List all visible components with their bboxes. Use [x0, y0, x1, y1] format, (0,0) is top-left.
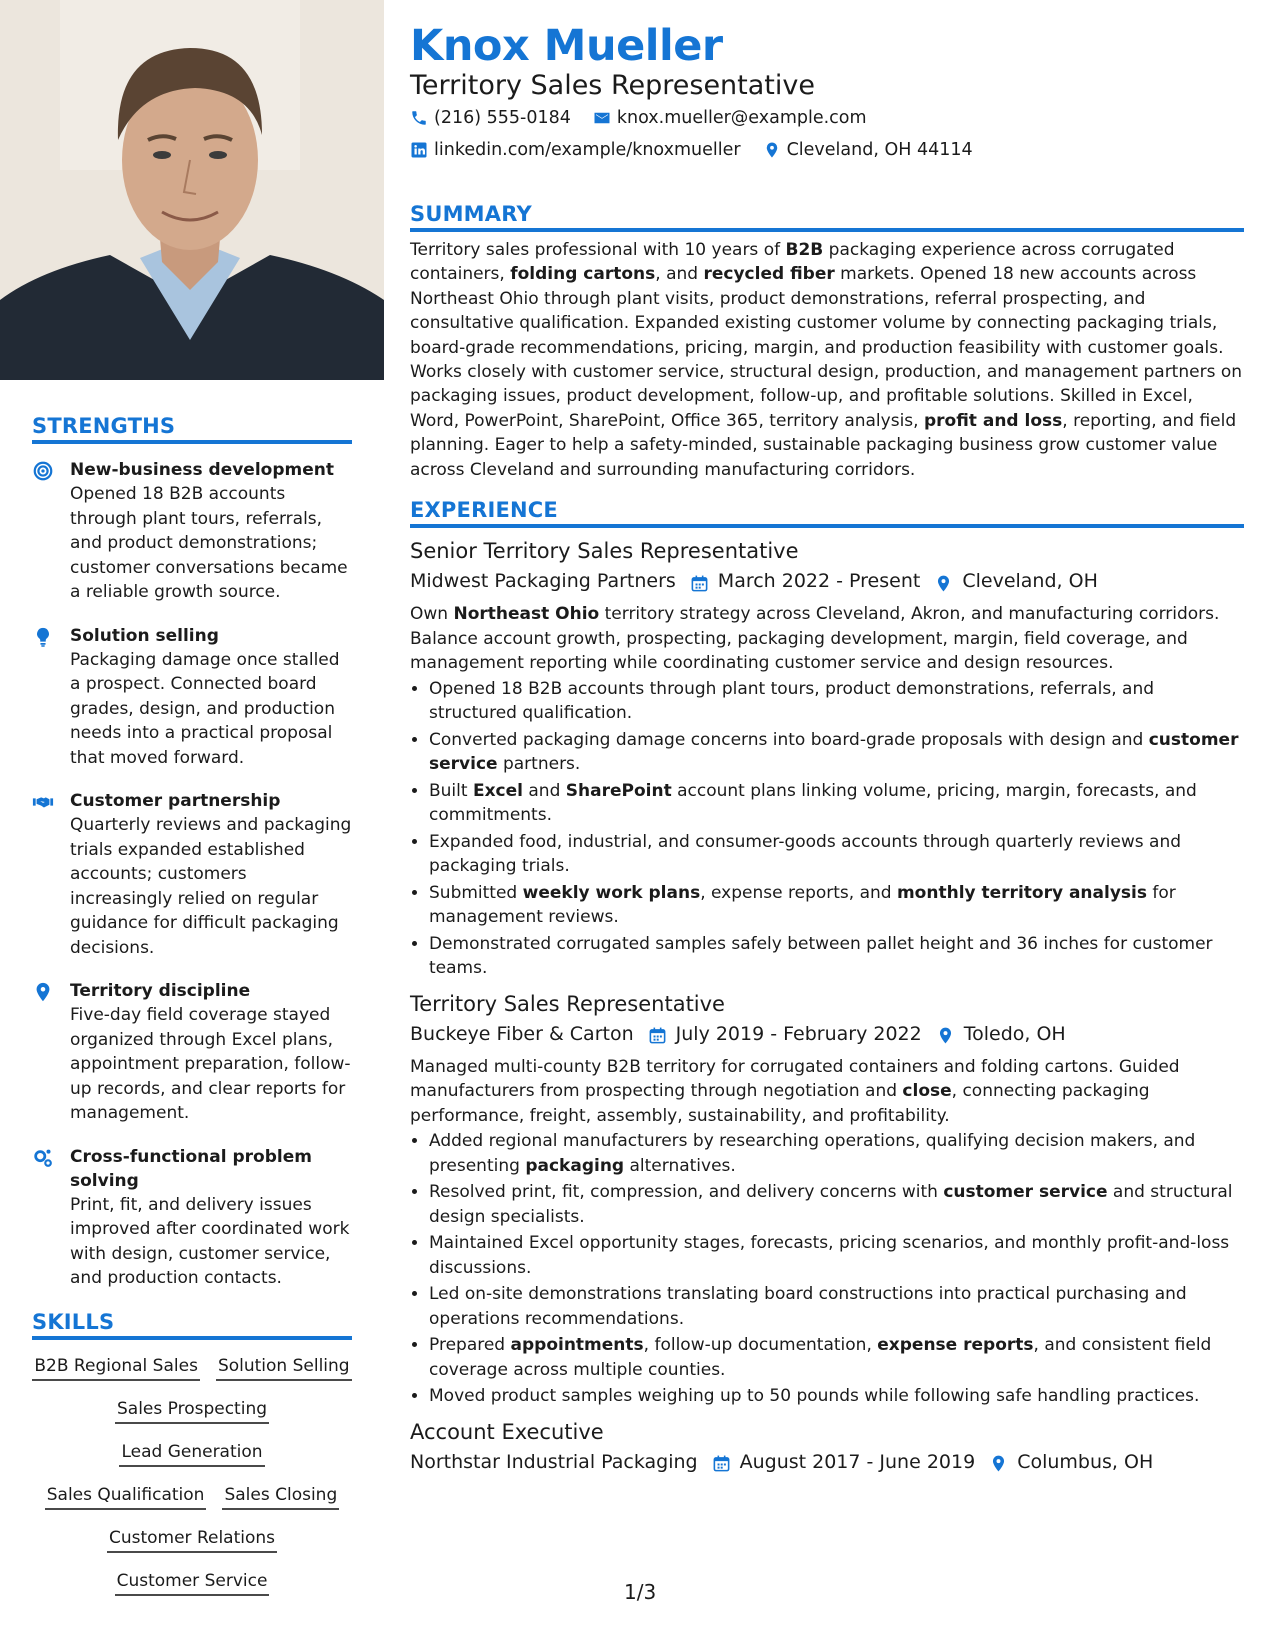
calendar-icon	[690, 572, 709, 591]
skill-tag: Sales Closing	[222, 1483, 339, 1510]
text-run: , expense reports, and	[700, 882, 897, 903]
bullet-item	[429, 1180, 1244, 1229]
text-run: Prepared	[429, 1335, 511, 1356]
text-run: and structural design specialists.	[429, 1182, 1233, 1227]
linkedin-icon	[410, 141, 428, 159]
strength-description: Opened 18 B2B accounts through plant tours, referrals, and product demonstrations; customer conversations became a reliable growth source.	[70, 484, 348, 602]
profile-photo	[0, 0, 384, 380]
text-run: Demonstrated corrugated samples safely between pallet height and 36 inches for customer teams.	[429, 933, 1213, 979]
job-location	[936, 1019, 1066, 1049]
skill-tag: Customer Service	[115, 1569, 270, 1596]
text-run: Resolved print, fit, compression, and delivery concerns with	[429, 1182, 944, 1203]
left-column	[32, 414, 352, 1596]
map-pin-icon	[763, 141, 781, 159]
job-dates-text: August 2017 - June 2019	[739, 1450, 976, 1473]
text-run: and	[522, 780, 566, 801]
text-run: Added regional manufacturers by researching operations, qualifying decision makers, and presenting	[429, 1131, 1196, 1176]
bold-text: Northeast Ohio	[453, 604, 600, 625]
bold-text: B2B	[785, 240, 824, 260]
text-run: Expanded food, industrial, and consumer-goods accounts through quarterly reviews and packaging trials.	[429, 831, 1182, 877]
phone-icon	[410, 109, 428, 127]
bold-text: close	[902, 1081, 952, 1102]
text-run: , and consistent field coverage across multiple counties.	[429, 1335, 1212, 1380]
job-company: Buckeye Fiber & Carton	[410, 1022, 634, 1045]
skill-tag: Customer Relations	[107, 1526, 277, 1553]
lightbulb-icon	[32, 626, 54, 648]
bold-text: customer service	[429, 729, 1239, 775]
job-meta	[410, 566, 1244, 596]
bullet-item	[429, 1282, 1244, 1331]
calendar-icon	[712, 1452, 731, 1471]
job-company: Midwest Packaging Partners	[410, 570, 676, 593]
job-meta	[410, 1019, 1244, 1049]
skills-row	[32, 1397, 352, 1424]
strengths-heading: STRENGTHS	[32, 414, 352, 444]
skill-tag: Sales Qualification	[45, 1483, 207, 1510]
bold-text: folding cartons	[510, 264, 656, 285]
text-run: markets. Opened 18 new accounts across Northeast Ohio through plant visits, product demonstrations, referral prospecting, and consultative qualification. Expanded existing customer volume by connecting packaging trials, board-grade recommendations, pricing, margin, and production feasibility with customer goals. Works closely with customer service, structural design, production, and management partners on packaging issues, product development, follow-up, and profitable solutions. Skilled in Excel, Word, PowerPoint, SharePoint, Office 365, territory analysis,	[410, 264, 1243, 431]
text-run: Opened 18 B2B accounts through plant tours, product demonstrations, referrals, and structured qualification.	[429, 678, 1155, 724]
bullet-item	[429, 1231, 1244, 1280]
text-run: , reporting, and field planning. Eager to help a safety-minded, sustainable packaging business grow customer value across Cleveland and surrounding manufacturing corridors.	[410, 410, 1237, 480]
strength-item	[32, 624, 352, 771]
bold-text: recycled fiber	[703, 264, 835, 285]
job-bullets	[410, 677, 1244, 981]
text-run: alternatives.	[624, 1155, 736, 1176]
skill-tag: Sales Prospecting	[115, 1397, 269, 1424]
job-meta	[410, 1447, 1244, 1477]
strength-title: New-business development	[70, 460, 334, 480]
candidate-title: Territory Sales Representative	[410, 70, 815, 101]
skill-tag: B2B Regional Sales	[32, 1354, 200, 1381]
strength-description: Print, fit, and delivery issues improved after coordinated work with design, customer service, and production contacts.	[70, 1194, 350, 1288]
strength-item	[32, 979, 352, 1126]
strength-item	[32, 458, 352, 605]
text-run: , follow-up documentation,	[643, 1335, 878, 1356]
skill-tag: Solution Selling	[216, 1354, 352, 1381]
job-dates-text: March 2022 - Present	[717, 570, 921, 593]
job-description	[410, 1055, 1244, 1129]
job-entry	[410, 536, 1244, 981]
bullet-item	[429, 779, 1244, 828]
bold-text: packaging	[525, 1155, 625, 1176]
right-column	[410, 20, 1244, 1477]
phone-contact	[410, 102, 571, 134]
text-run: Territory sales professional with 10 years of	[410, 240, 786, 260]
job-location-text: Columbus, OH	[1017, 1450, 1154, 1473]
text-run: Led on-site demonstrations translating board constructions into practical purchasing and operations recommendations.	[429, 1284, 1187, 1329]
text-run: Built	[429, 780, 473, 801]
job-location-text: Toledo, OH	[963, 1022, 1066, 1045]
text-run: account plans linking volume, pricing, margin, forecasts, and commitments.	[429, 780, 1197, 826]
linkedin-contact	[410, 134, 741, 166]
text-run: for management reviews.	[429, 882, 1176, 928]
skills-row	[32, 1440, 352, 1467]
job-title: Territory Sales Representative	[410, 991, 725, 1016]
bullet-item	[429, 881, 1244, 930]
bold-text: SharePoint	[565, 780, 672, 801]
summary-text	[410, 238, 1244, 482]
job-description	[410, 602, 1244, 676]
strength-item	[32, 789, 352, 960]
candidate-name: Knox Mueller	[410, 21, 723, 71]
text-run: Converted packaging damage concerns into board-grade proposals with design and	[429, 729, 1149, 750]
text-run: Managed multi-county B2B territory for corrugated containers and folding cartons. Guided manufacturers from prospecting through negotiation and	[410, 1056, 1180, 1102]
phone-text[interactable]: (216) 555-0184	[434, 108, 571, 128]
job-dates-text: July 2019 - February 2022	[675, 1022, 922, 1045]
bold-text: monthly territory analysis	[896, 882, 1147, 903]
map-pin-icon	[936, 1024, 955, 1043]
bold-text: weekly work plans	[522, 882, 701, 903]
job-bullets	[410, 1129, 1244, 1409]
job-location-text: Cleveland, OH	[962, 570, 1098, 593]
bullet-item	[429, 1333, 1244, 1382]
experience-heading: EXPERIENCE	[410, 498, 1244, 528]
gears-icon	[32, 1147, 54, 1169]
skills-row	[32, 1569, 352, 1596]
strengths-list	[32, 458, 352, 1291]
job-dates	[690, 566, 921, 596]
bold-text: profit and loss	[923, 410, 1063, 431]
summary-heading: SUMMARY	[410, 202, 1244, 232]
skills-heading: SKILLS	[32, 1310, 352, 1340]
job-entry	[410, 1417, 1244, 1477]
strength-item	[32, 1145, 352, 1291]
skills-row	[32, 1483, 352, 1510]
bold-text: expense reports	[877, 1335, 1034, 1356]
page-number: 1/3	[624, 1580, 657, 1604]
text-run: Submitted	[429, 882, 523, 903]
text-run: Moved product samples weighing up to 50 pounds while following safe handling practices.	[429, 1386, 1200, 1407]
map-pin-icon	[934, 572, 953, 591]
skills-row	[32, 1354, 352, 1381]
job-title: Account Executive	[410, 1419, 604, 1444]
linkedin-text[interactable]: linkedin.com/example/knoxmueller	[434, 140, 741, 160]
map-pin-icon	[32, 981, 54, 1003]
map-pin-icon	[989, 1452, 1008, 1471]
handshake-icon	[32, 791, 54, 813]
location-text: Cleveland, OH 44114	[786, 140, 973, 160]
bold-text: Excel	[472, 780, 523, 801]
location-contact	[763, 134, 973, 166]
target-icon	[32, 460, 54, 482]
email-icon	[593, 109, 611, 127]
bold-text: customer service	[943, 1182, 1108, 1203]
job-location	[934, 566, 1098, 596]
text-run: Maintained Excel opportunity stages, forecasts, pricing scenarios, and monthly profit-and-loss discussions.	[429, 1233, 1230, 1278]
text-run: , and	[655, 264, 704, 285]
job-company: Northstar Industrial Packaging	[410, 1450, 698, 1473]
contact-row-2	[410, 134, 1244, 166]
text-run: , connecting packaging performance, freight, assembly, sustainability, and profitability.	[410, 1081, 1150, 1126]
skills-row	[32, 1526, 352, 1553]
contact-row-1	[410, 102, 1244, 134]
experience-list	[410, 536, 1244, 1477]
strength-description: Packaging damage once stalled a prospect. Connected board grades, design, and production needs into a practical proposal that moved forward.	[70, 649, 340, 768]
job-location	[989, 1447, 1153, 1477]
strength-title: Customer partnership	[70, 791, 281, 811]
bullet-item	[429, 1384, 1244, 1409]
text-run: partners.	[497, 754, 581, 775]
strength-description: Quarterly reviews and packaging trials expanded established accounts; customers increasingly relied on regular guidance for difficult packaging decisions.	[70, 815, 352, 958]
bullet-item	[429, 1129, 1244, 1178]
email-contact	[593, 102, 867, 134]
bullet-item	[429, 932, 1244, 981]
job-dates	[648, 1019, 922, 1049]
skills-list	[32, 1354, 352, 1596]
strength-description: Five-day field coverage stayed organized through Excel plans, appointment preparation, follow-up records, and clear reports for management.	[70, 1005, 351, 1123]
job-dates	[712, 1447, 976, 1477]
job-entry	[410, 989, 1244, 1409]
strength-title: Solution selling	[70, 625, 219, 646]
text-run: territory strategy across Cleveland, Akron, and manufacturing corridors. Balance account growth, prospecting, packaging development, margin, field coverage, and management reporting while coordinating customer service and design resources.	[410, 604, 1220, 674]
text-run: packaging experience across corrugated containers,	[410, 240, 1175, 285]
bullet-item	[429, 830, 1244, 879]
email-text[interactable]: knox.mueller@example.com	[616, 108, 867, 128]
bold-text: appointments	[510, 1335, 644, 1356]
job-title: Senior Territory Sales Representative	[410, 539, 799, 564]
bullet-item	[429, 728, 1244, 777]
calendar-icon	[648, 1024, 667, 1043]
skill-tag: Lead Generation	[119, 1440, 264, 1467]
strength-title: Cross-functional problem solving	[70, 1146, 312, 1191]
strength-title: Territory discipline	[70, 981, 251, 1001]
bullet-item	[429, 677, 1244, 726]
text-run: Own	[410, 604, 454, 625]
